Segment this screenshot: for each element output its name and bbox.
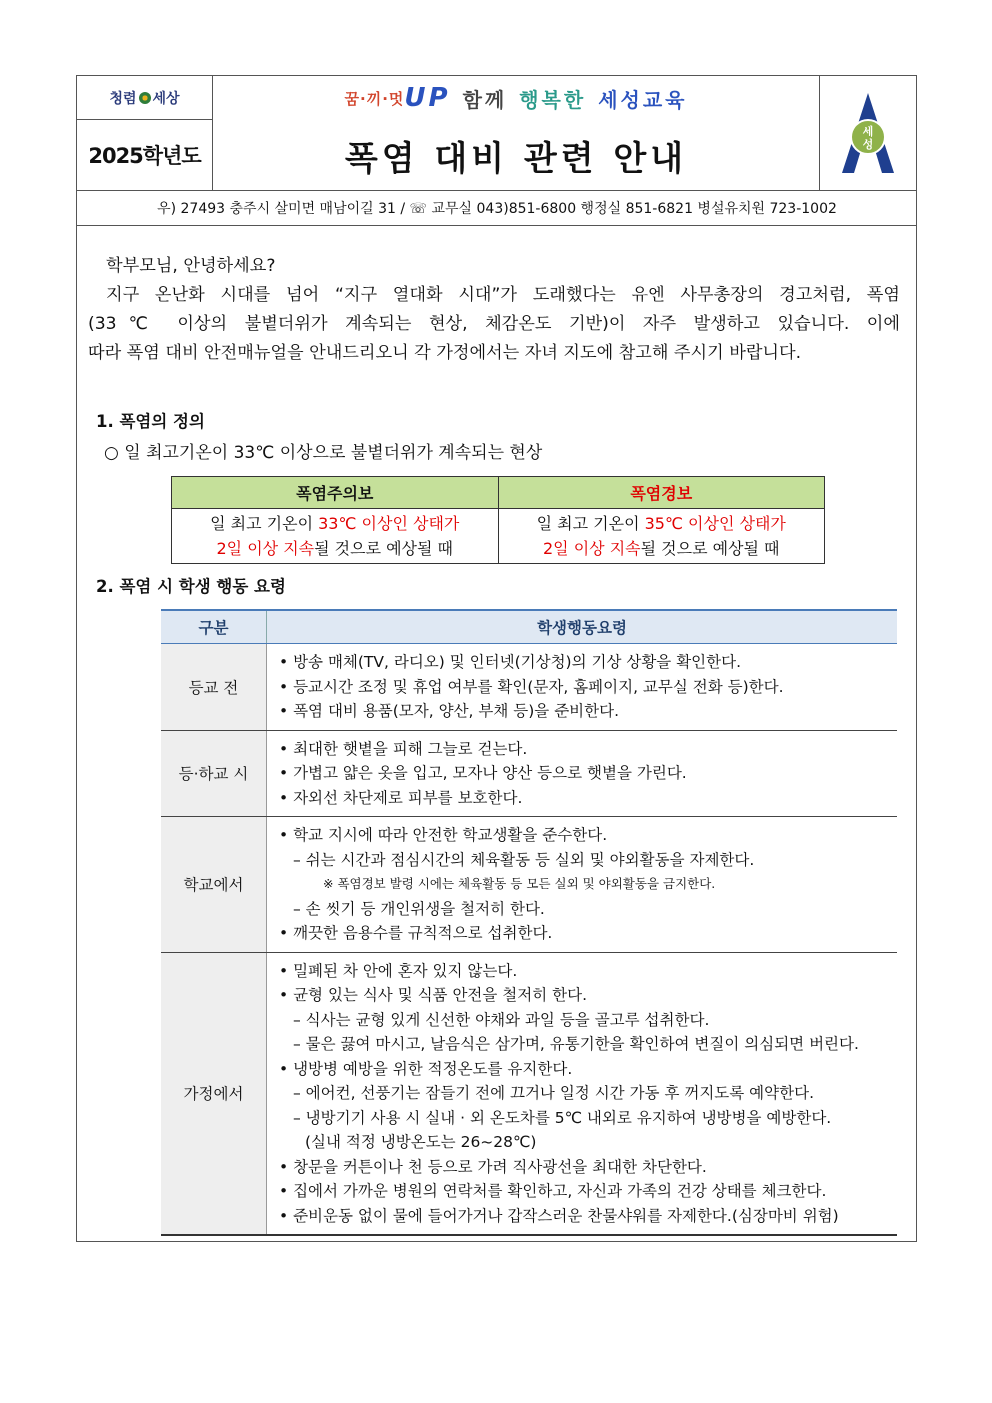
student-action-table <box>161 609 897 1236</box>
advisory-highlight: 33℃ 이상인 상태가 <box>318 514 460 533</box>
row-items <box>267 817 898 953</box>
list-item: – 물은 끓여 마시고, 날음식은 삼가며, 유통기한을 확인하여 변질이 의심되면 버린다. <box>293 1035 859 1053</box>
advisory-text: 일 최고 기온이 <box>210 514 319 533</box>
category-header: 구분 <box>161 610 267 644</box>
svg-text:세: 세 <box>862 125 874 138</box>
greeting: 학부모님, 안녕하세요? <box>106 256 276 276</box>
row-label: 등교 전 <box>161 644 267 731</box>
list-item: • 냉방병 예방을 위한 적정온도를 유지한다. <box>279 1059 573 1078</box>
row-items <box>267 730 898 817</box>
integrity-logo-left: 청렴 <box>109 91 137 107</box>
warning-text: 일 최고 기온이 <box>536 514 645 533</box>
row-label: 등·하교 시 <box>161 730 267 817</box>
intro-line: (33℃ 이상의 불볕더위가 계속되는 현상, 체감온도 기반)이 자주 발생하고 있습니다. 이에 <box>88 314 900 334</box>
advisory-header: 폭염주의보 <box>172 477 499 509</box>
list-item: – 쉬는 시간과 점심시간의 체육활동 등 실외 및 야외활동을 자제한다. <box>293 850 755 869</box>
school-emblem-icon <box>838 91 898 175</box>
row-label: 가정에서 <box>161 952 267 1235</box>
school-emblem <box>819 76 917 190</box>
section2-heading: 2. 폭염 시 학생 행동 요령 <box>96 577 286 596</box>
warning-cell <box>498 509 825 564</box>
list-item: (실내 적정 냉방온도는 26~28℃) <box>305 1133 537 1151</box>
divider <box>819 76 820 190</box>
integrity-logo-right: 세상 <box>152 91 180 107</box>
list-item: • 학교 지시에 따라 안전한 학교생활을 준수한다. <box>279 826 608 844</box>
table-row <box>161 817 897 953</box>
document-title: 폭염 대비 관련 안내 <box>344 138 688 179</box>
globe-icon <box>139 92 151 104</box>
row-items <box>267 952 898 1235</box>
school-year: 2025학년도 <box>88 144 201 168</box>
warning-highlight: 2일 이상 지속 <box>542 539 641 558</box>
list-item: • 자외선 차단제로 피부를 보호한다. <box>279 788 523 807</box>
table-row <box>161 952 897 1235</box>
svg-text:성: 성 <box>862 138 874 151</box>
table-row <box>161 644 897 731</box>
list-item: – 식사는 균형 있게 신선한 야채와 과일 등을 골고루 섭취한다. <box>293 1010 710 1029</box>
slogan-part5: 세성교육 <box>598 87 688 112</box>
list-item: • 밀폐된 차 안에 혼자 있지 않는다. <box>279 961 518 980</box>
advisory-text: 될 것으로 예상될 때 <box>314 539 454 558</box>
list-item: • 균형 있는 식사 및 식품 안전을 철저히 한다. <box>279 986 588 1004</box>
list-item: – 에어컨, 선풍기는 잠들기 전에 끄거나 일정 시간 가동 후 꺼지도록 예약한다. <box>293 1084 814 1102</box>
section1-heading: 1. 폭염의 정의 <box>96 412 205 431</box>
section1-bullet: ○ 일 최고기온이 33℃ 이상으로 불볕더위가 계속되는 현상 <box>104 443 543 463</box>
warning-highlight: 35℃ 이상인 상태가 <box>644 514 786 533</box>
advisory-cell <box>172 509 499 564</box>
intro-paragraph <box>88 252 900 368</box>
list-item: – 냉방기기 사용 시 실내 · 외 온도차를 5℃ 내외로 유지하여 냉방병을 예방한다. <box>293 1108 832 1127</box>
table-row <box>161 730 897 817</box>
list-item: • 등교시간 조정 및 휴업 여부를 확인(문자, 홈페이지, 교무실 전화 등)한다. <box>279 677 784 696</box>
list-item: • 집에서 가까운 병원의 연락처를 확인하고, 자신과 가족의 건강 상태를 체크한다. <box>279 1182 827 1200</box>
slogan-part1: 꿈·끼·멋 <box>344 89 405 108</box>
slogan-part3: 함께 <box>462 87 508 112</box>
slogan-part4: 행복한 <box>519 87 587 112</box>
row-items <box>267 644 898 731</box>
warning-header: 폭염경보 <box>498 477 825 509</box>
intro-line: 지구 온난화 시대를 넘어 “지구 열대화 시대”가 도래했다는 유엔 사무총장의 경고처럼, 폭염 <box>106 285 900 305</box>
school-address: 우) 27493 충주시 살미면 매남이길 31 / ☏ 교무실 043)851-6800 행정실 851-6821 병설유치원 723-1002 <box>157 201 837 217</box>
advisory-highlight: 2일 이상 지속 <box>216 539 315 558</box>
divider <box>77 119 212 120</box>
list-item: • 창문을 커튼이나 천 등으로 가려 직사광선을 최대한 차단한다. <box>279 1157 707 1176</box>
heat-advisory-table <box>171 476 825 564</box>
list-item: • 폭염 대비 용품(모자, 양산, 부채 등)을 준비한다. <box>279 702 620 720</box>
list-item: • 최대한 햇볕을 피해 그늘로 걷는다. <box>279 739 528 758</box>
slogan-part2: UP <box>404 83 451 113</box>
action-header: 학생행동요령 <box>267 610 898 644</box>
integrity-logo <box>77 76 212 120</box>
list-item: • 깨끗한 음용수를 규칙적으로 섭취한다. <box>279 924 553 942</box>
slogan <box>213 76 819 120</box>
list-item: • 방송 매체(TV, 라디오) 및 인터넷(기상청)의 기상 상황을 확인한다. <box>279 653 742 671</box>
list-item: • 준비운동 없이 물에 들어가거나 갑작스러운 찬물샤워를 자제한다.(심장마비 위험) <box>279 1206 839 1225</box>
warning-text: 될 것으로 예상될 때 <box>640 539 780 558</box>
intro-line: 따라 폭염 대비 안전매뉴얼을 안내드리오니 각 가정에서는 자녀 지도에 참고해 주시기 바랍니다. <box>88 343 802 363</box>
divider <box>77 225 916 226</box>
list-item: • 가볍고 얇은 옷을 입고, 모자나 양산 등으로 햇볕을 가린다. <box>279 764 687 782</box>
row-label: 학교에서 <box>161 817 267 953</box>
divider <box>212 76 213 190</box>
list-item-note: ※ 폭염경보 발령 시에는 체육활동 등 모든 실외 및 야외활동을 금지한다. <box>323 876 716 891</box>
list-item: – 손 씻기 등 개인위생을 철저히 한다. <box>293 899 545 918</box>
